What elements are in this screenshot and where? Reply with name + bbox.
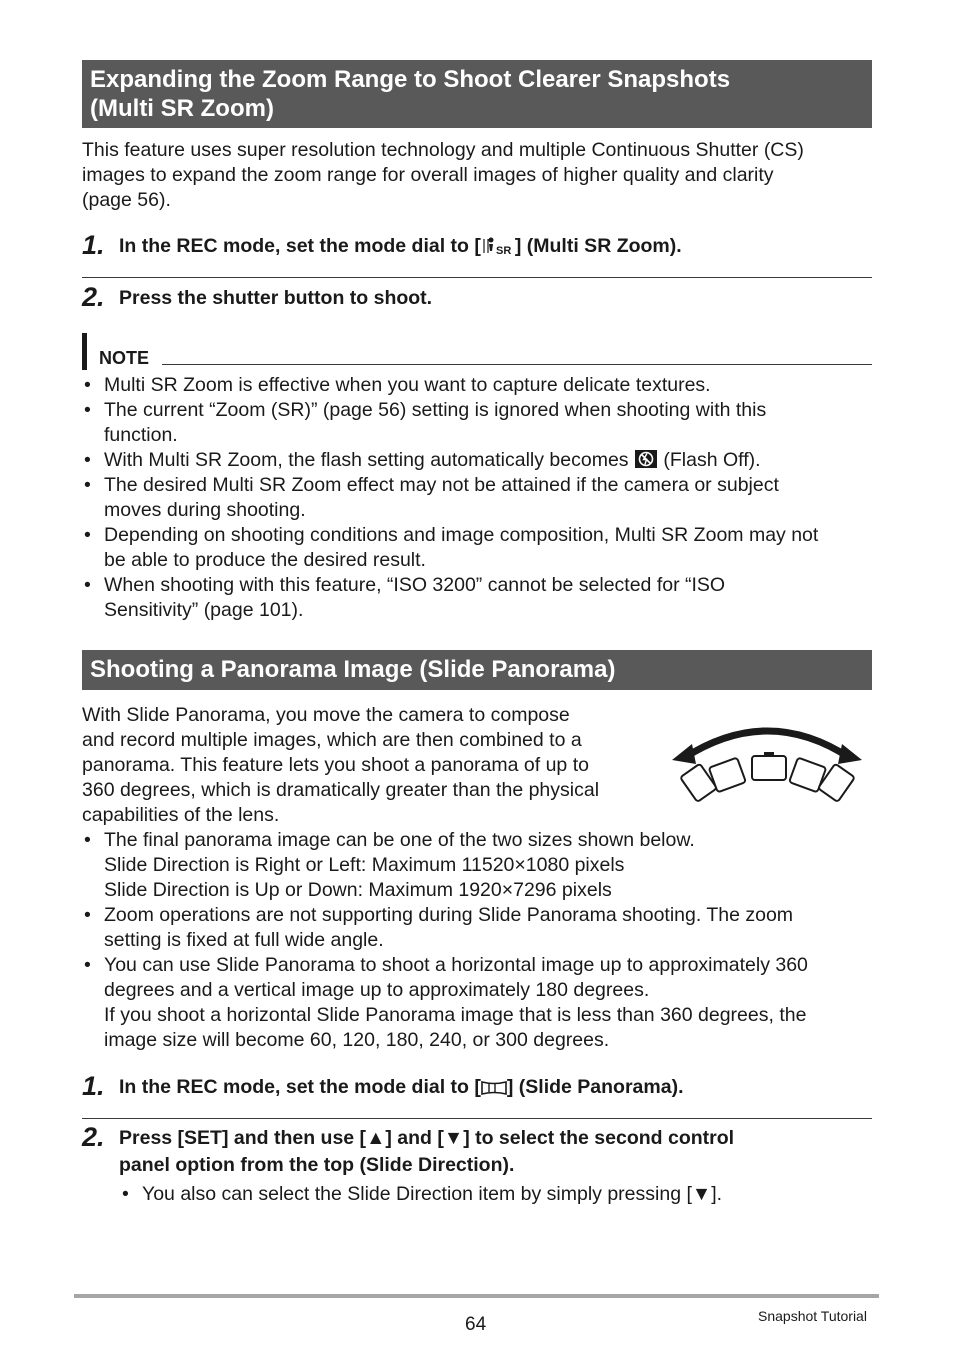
note-line: The current “Zoom (SR)” (page 56) setting is ignored when shooting with this: [104, 399, 767, 421]
step-number: 2.: [82, 282, 105, 312]
multi-sr-zoom-icon: [481, 235, 515, 263]
step-text: Press the shutter button to shoot.: [119, 287, 433, 309]
section-title-multi-sr-zoom: [82, 60, 872, 128]
step-text-part: Press [SET] and then use [: [119, 1127, 367, 1149]
step-text-part: panel option from the top (Slide Direction).: [119, 1154, 515, 1176]
step-text-part: ] and [: [385, 1127, 444, 1149]
note-line: Sensitivity” (page 101).: [104, 599, 304, 621]
svg-text:SR: SR: [495, 245, 512, 255]
step-divider: [82, 277, 872, 278]
up-arrow-icon: ▲: [366, 1127, 386, 1149]
intro-line: panorama. This feature lets you shoot a panorama of up to: [82, 754, 589, 776]
intro-line: (page 56).: [82, 189, 171, 211]
step-text-part: ] (Multi SR Zoom).: [514, 235, 682, 257]
footer-rule: [74, 1294, 879, 1298]
intro-line: capabilities of the lens.: [82, 804, 280, 826]
bullet-line: Zoom operations are not supporting during Slide Panorama shooting. The zoom: [104, 904, 794, 926]
sub-bullet-text: You also can select the Slide Direction item by simply pressing [: [142, 1183, 692, 1205]
note-label: NOTE: [99, 348, 150, 368]
panorama-intro-paragraph: [82, 703, 652, 828]
bullet-line: The final panorama image can be one of the two sizes shown below.: [104, 829, 695, 851]
step-number: 1.: [82, 230, 105, 260]
note-line: be able to produce the desired result.: [104, 549, 426, 571]
step-text: [119, 1074, 684, 1104]
note-line: When shooting with this feature, “ISO 3200” cannot be selected for “ISO: [104, 574, 726, 596]
section-title-slide-panorama: [82, 650, 872, 690]
intro-line: With Slide Panorama, you move the camera to compose: [82, 704, 570, 726]
bullet-line: If you shoot a horizontal Slide Panorama image that is less than 360 degrees, the: [104, 1004, 807, 1026]
step-text-part: In the REC mode, set the mode dial to [: [119, 235, 481, 257]
note-rule: [162, 364, 872, 365]
page-number: 64: [465, 1314, 487, 1335]
intro-paragraph: [82, 138, 882, 213]
intro-line: This feature uses super resolution technology and multiple Continuous Shutter (CS): [82, 139, 804, 161]
step-text-part: ] to select the second control: [463, 1127, 735, 1149]
intro-line: images to expand the zoom range for overall images of higher quality and clarity: [82, 164, 774, 186]
sub-bullet-text: ].: [711, 1183, 723, 1205]
step-text: [119, 1125, 859, 1179]
bullet-line: setting is fixed at full wide angle.: [104, 929, 384, 951]
bullet-line: image size will become 60, 120, 180, 240, or 300 degrees.: [104, 1029, 610, 1051]
intro-line: 360 degrees, which is dramatically greater than the physical: [82, 779, 600, 801]
note-line: With Multi SR Zoom, the flash setting automatically becomes: [104, 449, 634, 471]
section-title-line-2: (Multi SR Zoom): [90, 95, 274, 122]
step-text-part: In the REC mode, set the mode dial to [: [119, 1076, 481, 1098]
step-divider: [82, 1118, 872, 1119]
panorama-illustration: [672, 716, 864, 808]
note-line: (Flash Off).: [657, 449, 761, 471]
note-line: moves during shooting.: [104, 499, 306, 521]
flash-off-icon: [634, 449, 658, 476]
note-line: The desired Multi SR Zoom effect may not be attained if the camera or subject: [104, 474, 779, 496]
bullet-line: Slide Direction is Up or Down: Maximum 1920×7296 pixels: [104, 879, 612, 901]
step-text-part: ] (Slide Panorama).: [506, 1076, 684, 1098]
down-arrow-icon: ▼: [691, 1183, 712, 1205]
note-line: function.: [104, 424, 178, 446]
step-text: [119, 233, 682, 263]
down-arrow-icon: ▼: [443, 1127, 464, 1149]
step-number: 2.: [82, 1122, 105, 1152]
note-line: Multi SR Zoom is effective when you want to capture delicate textures.: [104, 374, 711, 396]
intro-line: and record multiple images, which are then combined to a: [82, 729, 582, 751]
bullet-line: Slide Direction is Right or Left: Maximum 11520×1080 pixels: [104, 854, 625, 876]
section-title-line-1: Expanding the Zoom Range to Shoot Clearer Snapshots: [90, 66, 731, 93]
note-marker: [82, 333, 87, 370]
step-number: 1.: [82, 1071, 105, 1101]
bullet-line: You can use Slide Panorama to shoot a horizontal image up to approximately 360: [104, 954, 808, 976]
note-line: Depending on shooting conditions and image composition, Multi SR Zoom may not: [104, 524, 819, 546]
section-title-line-1: Shooting a Panorama Image (Slide Panorama): [90, 656, 616, 683]
bullet-line: degrees and a vertical image up to approximately 180 degrees.: [104, 979, 650, 1001]
slide-panorama-icon: [481, 1077, 507, 1104]
footer-section-name: Snapshot Tutorial: [758, 1308, 867, 1324]
